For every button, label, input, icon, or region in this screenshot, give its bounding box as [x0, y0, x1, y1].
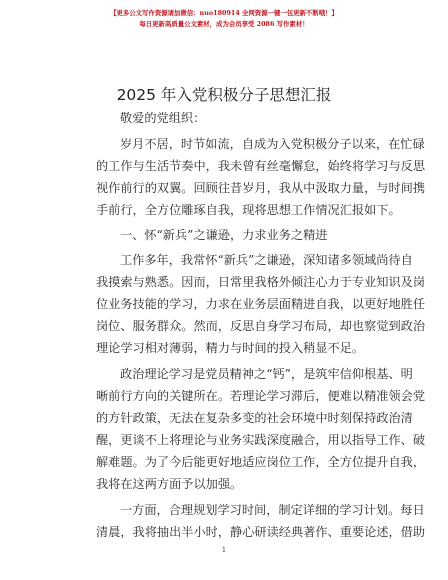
promo-banner-line-1: 【更多公文写作资源请加微信：nuo180914 全网资源一键一包更新不断哦！】: [110, 9, 338, 17]
page-number: 1: [221, 546, 227, 554]
paragraph-line: 清晨，我将抽出半小时，静心研读经典著作、重要论述，借助: [96, 525, 426, 539]
paragraph-line: 的方针政策，无法在复杂多变的社会环境中时刻保持政治清: [96, 411, 413, 425]
salutation: 敬爱的党组织：: [120, 111, 206, 125]
promo-banner: [0, 8, 448, 30]
paragraph-line: 岁月不居，时节如流，自成为入党积极分子以来，在忙碌: [120, 137, 425, 151]
paragraph-line: 的工作与生活节奏中，我未曾有丝毫懈怠，始终将学习与反思: [96, 159, 426, 173]
paragraph-line: 晰前行方向的关键所在。若理论学习滞后，便难以精准领会党: [96, 389, 426, 403]
paragraph-line: 我摸索与熟悉。因而，日常里我格外倾注心力于专业知识及岗: [96, 275, 426, 289]
paragraph-line: 理论学习相对薄弱，精力与时间的投入稍显不足。: [96, 341, 365, 355]
paragraph-line: 工作多年，我常怀“新兵”之谦逊，深知诸多领域尚待自: [120, 253, 413, 267]
section-heading: 一、怀“新兵”之谦逊，力求业务之精进: [120, 228, 328, 242]
paragraph-line: 位业务技能的学习，力求在业务层面精进自我，以更好地胜任: [96, 297, 426, 311]
paragraph-line: 我将在这两方面予以加强。: [96, 477, 243, 491]
paragraph-line: 醒，更谈不上将理论与业务实践深度融合，用以指导工作、破: [96, 433, 426, 447]
paragraph-line: 政治理论学习是党员精神之“钙”，是筑牢信仰根基、明: [120, 367, 413, 381]
paragraph-line: 岗位、服务群众。然而，反思自身学习布局，却也察觉到政治: [96, 319, 426, 333]
document-title: 2025 年入党积极分子思想汇报: [116, 86, 332, 104]
paragraph-line: 视作前行的双翼。回顾往昔岁月，我从中汲取力量，与时间携: [96, 181, 426, 195]
paragraph-line: 一方面，合理规划学习时间，制定详细的学习计划。每日: [120, 503, 425, 517]
promo-banner-line-2: 每日更新高质量公文素材，成为会员享受 2086 写作素材！: [139, 20, 309, 28]
paragraph-line: 手前行，全方位雕琢自我，现将思想工作情况汇报如下。: [96, 203, 401, 217]
paragraph-line: 解难题。为了今后能更好地适应岗位工作，全方位提升自我，: [96, 455, 426, 469]
